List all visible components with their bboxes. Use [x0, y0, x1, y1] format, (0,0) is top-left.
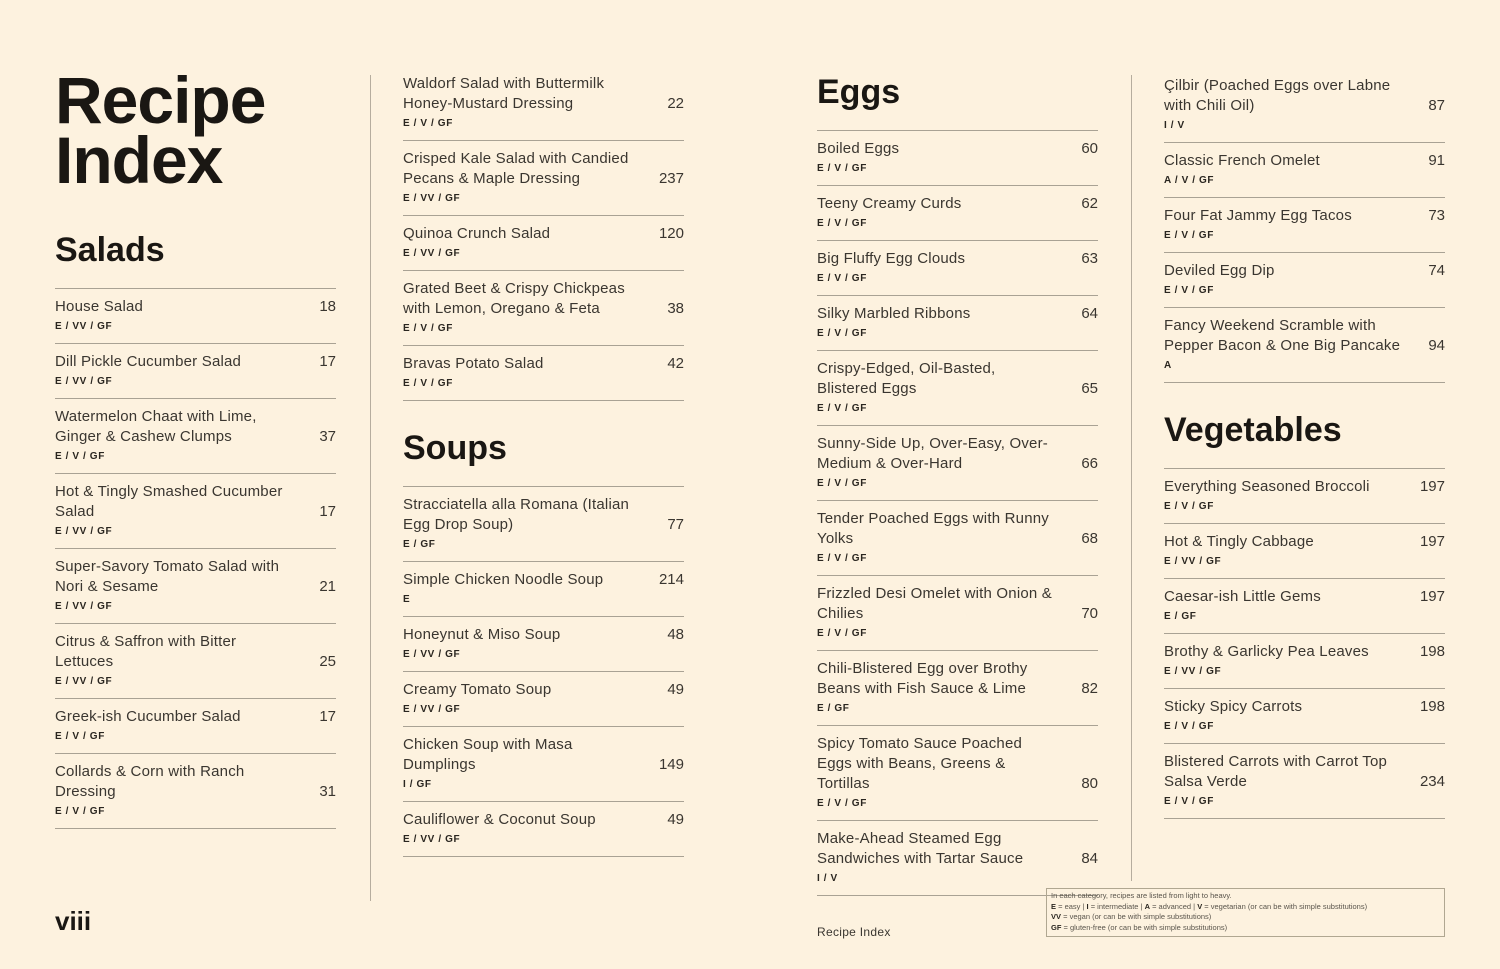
recipe-name: Creamy Tomato Soup — [403, 681, 552, 698]
recipe-name: Dill Pickle Cucumber Salad — [55, 353, 242, 370]
recipe-name: Collards & Corn with Ranch Dressing — [55, 763, 245, 800]
recipe-page-number: 234 — [1419, 773, 1445, 790]
recipe-name: Crisped Kale Salad with Candied Pecans & Maple Dressing — [403, 150, 629, 187]
recipe-entry — [403, 672, 684, 727]
legend-key: V — [1197, 901, 1203, 911]
recipe-tags: E / V / GF — [1164, 501, 1214, 512]
recipe-tags: E / VV / GF — [403, 649, 461, 660]
recipe-entry — [1164, 744, 1445, 819]
recipe-page-number: 197 — [1419, 478, 1445, 495]
salads-list — [55, 289, 336, 829]
recipe-page-number: 82 — [1081, 680, 1098, 697]
recipe-tags: E / VV / GF — [55, 526, 113, 537]
recipe-tags: A / V / GF — [1164, 175, 1215, 186]
recipe-tags: E — [403, 594, 411, 605]
recipe-page-number: 66 — [1081, 455, 1098, 472]
recipe-tags: E / GF — [403, 539, 436, 550]
recipe-entry — [55, 549, 336, 624]
recipe-name: Waldorf Salad with Buttermilk Honey-Mustard Dressing — [403, 75, 605, 112]
recipe-entry — [1164, 634, 1445, 689]
salads-column — [55, 230, 336, 829]
recipe-name: Deviled Egg Dip — [1164, 262, 1275, 279]
recipe-tags: E / V / GF — [1164, 285, 1214, 296]
recipe-entry — [817, 186, 1098, 241]
recipe-page-number: 62 — [1081, 195, 1098, 212]
recipe-name: Caesar-ish Little Gems — [1164, 588, 1321, 605]
recipe-tags: E / V / GF — [55, 451, 105, 462]
recipe-name: Boiled Eggs — [817, 140, 900, 157]
recipe-name: Chicken Soup with Masa Dumplings — [403, 736, 573, 773]
recipe-page-number: 49 — [667, 681, 684, 698]
recipe-name: Grated Beet & Crispy Chickpeas with Lemon, Oregano & Feta — [403, 280, 625, 317]
recipe-tags: E / V / GF — [55, 731, 105, 742]
recipe-page-number: 64 — [1081, 305, 1098, 322]
recipe-entry — [55, 344, 336, 399]
legend-vegan-line — [1051, 912, 1440, 923]
recipe-tags: I / V — [1164, 120, 1185, 131]
legend-desc: = advanced | — [1149, 901, 1198, 911]
recipe-name: Make-Ahead Steamed Egg Sandwiches with Tartar Sauce — [817, 830, 1024, 867]
recipe-name: Sunny-Side Up, Over-Easy, Over-Medium & Over-Hard — [817, 435, 1048, 472]
recipe-page-number: 73 — [1428, 207, 1445, 224]
recipe-entry — [55, 624, 336, 699]
recipe-entry — [55, 399, 336, 474]
recipe-page-number: 22 — [667, 95, 684, 112]
recipe-tags: I / V — [817, 873, 838, 884]
recipe-entry — [403, 66, 684, 141]
recipe-page-number: 17 — [319, 353, 336, 370]
recipe-page-number: 77 — [667, 516, 684, 533]
running-head: Recipe Index — [817, 925, 891, 939]
recipe-entry — [1164, 469, 1445, 524]
legend-desc: = easy | — [1056, 901, 1087, 911]
recipe-tags: E / V / GF — [1164, 721, 1214, 732]
recipe-page-number: 197 — [1419, 588, 1445, 605]
recipe-name: Big Fluffy Egg Clouds — [817, 250, 966, 267]
recipe-tags: E / V / GF — [1164, 796, 1214, 807]
recipe-page-number: 84 — [1081, 850, 1098, 867]
recipe-entry — [1164, 198, 1445, 253]
recipe-name: Hot & Tingly Smashed Cucumber Salad — [55, 483, 283, 520]
recipe-entry — [817, 351, 1098, 426]
column-divider-left — [370, 75, 371, 901]
legend-desc: = vegan (or can be with simple substitutions) — [1061, 912, 1212, 921]
recipe-page-number: 25 — [319, 653, 336, 670]
recipe-name: Frizzled Desi Omelet with Onion & Chilies — [817, 585, 1053, 622]
eggs-list-continued — [1164, 68, 1445, 383]
recipe-entry — [403, 271, 684, 346]
recipe-name: Citrus & Saffron with Bitter Lettuces — [55, 633, 237, 670]
recipe-tags: E / V / GF — [817, 163, 867, 174]
recipe-tags: E / VV / GF — [55, 676, 113, 687]
recipe-entry — [1164, 68, 1445, 143]
recipe-entry — [817, 501, 1098, 576]
recipe-name: Spicy Tomato Sauce Poached Eggs with Beans, Greens & Tortillas — [817, 735, 1023, 792]
recipe-page-number: 91 — [1428, 152, 1445, 169]
recipe-tags: E / GF — [817, 703, 850, 714]
recipe-page-number: 87 — [1428, 97, 1445, 114]
recipe-entry — [817, 426, 1098, 501]
recipe-entry — [55, 699, 336, 754]
column-divider-right — [1131, 75, 1132, 881]
recipe-name: Bravas Potato Salad — [403, 355, 544, 372]
recipe-entry — [403, 562, 684, 617]
legend-box — [1046, 888, 1445, 937]
recipe-tags: E / V / GF — [817, 273, 867, 284]
recipe-page-number: 17 — [319, 503, 336, 520]
recipe-tags: E / V / GF — [817, 553, 867, 564]
recipe-page-number: 48 — [667, 626, 684, 643]
recipe-entry — [403, 141, 684, 216]
recipe-page-number: 60 — [1081, 140, 1098, 157]
recipe-tags: E / VV / GF — [55, 601, 113, 612]
recipe-page-number: 18 — [319, 298, 336, 315]
recipe-name: Fancy Weekend Scramble with Pepper Bacon & One Big Pancake — [1164, 317, 1401, 354]
recipe-tags: A — [1164, 360, 1172, 371]
page-title-line2: Index — [55, 123, 223, 197]
recipe-tags: E / V / GF — [817, 798, 867, 809]
recipe-name: Four Fat Jammy Egg Tacos — [1164, 207, 1352, 224]
salads-list-continued — [403, 66, 684, 401]
recipe-entry — [403, 216, 684, 271]
recipe-entry — [817, 131, 1098, 186]
recipe-entry — [55, 289, 336, 344]
recipe-name: Sticky Spicy Carrots — [1164, 698, 1303, 715]
recipe-entry — [817, 821, 1098, 896]
recipe-tags: E / V / GF — [817, 478, 867, 489]
recipe-name: Silky Marbled Ribbons — [817, 305, 971, 322]
recipe-page-number: 149 — [658, 756, 684, 773]
recipe-entry — [1164, 308, 1445, 383]
recipe-page-number: 70 — [1081, 605, 1098, 622]
eggs-list — [817, 131, 1098, 896]
recipe-name: Blistered Carrots with Carrot Top Salsa Verde — [1164, 753, 1388, 790]
recipe-page-number: 21 — [319, 578, 336, 595]
legend-desc: = intermediate | — [1088, 901, 1145, 911]
recipe-entry — [1164, 143, 1445, 198]
recipe-name: Watermelon Chaat with Lime, Ginger & Cashew Clumps — [55, 408, 257, 445]
recipe-name: Simple Chicken Noodle Soup — [403, 571, 604, 588]
recipe-page-number: 80 — [1081, 775, 1098, 792]
legend-key: I — [1086, 901, 1089, 911]
recipe-page-number: 17 — [319, 708, 336, 725]
salads-soups-column — [403, 66, 684, 857]
recipe-tags: E / GF — [1164, 611, 1197, 622]
legend-difficulty-line — [1051, 902, 1440, 913]
page-title — [55, 63, 266, 197]
recipe-name: Super-Savory Tomato Salad with Nori & Sesame — [55, 558, 280, 595]
soups-list — [403, 487, 684, 857]
section-heading-soups: Soups — [403, 429, 507, 467]
recipe-name: Chili-Blistered Egg over Brothy Beans with Fish Sauce & Lime — [817, 660, 1028, 697]
recipe-name: Classic French Omelet — [1164, 152, 1320, 169]
recipe-entry — [1164, 253, 1445, 308]
recipe-page-number: 31 — [319, 783, 336, 800]
recipe-tags: E / V / GF — [403, 118, 453, 129]
recipe-page-number: 49 — [667, 811, 684, 828]
recipe-name: Greek-ish Cucumber Salad — [55, 708, 241, 725]
recipe-name: House Salad — [55, 298, 144, 315]
recipe-tags: E / V / GF — [817, 628, 867, 639]
recipe-entry — [403, 487, 684, 562]
recipe-name: Quinoa Crunch Salad — [403, 225, 551, 242]
eggs-vegetables-column — [1164, 68, 1445, 819]
recipe-tags: E / VV / GF — [1164, 556, 1222, 567]
recipe-name: Hot & Tingly Cabbage — [1164, 533, 1314, 550]
section-heading-vegetables: Vegetables — [1164, 411, 1342, 449]
recipe-page-number: 42 — [667, 355, 684, 372]
legend-key: E — [1051, 901, 1057, 911]
recipe-page-number: 237 — [658, 170, 684, 187]
recipe-name: Brothy & Garlicky Pea Leaves — [1164, 643, 1369, 660]
legend-key: GF — [1051, 922, 1062, 932]
recipe-entry — [403, 617, 684, 672]
recipe-entry — [817, 726, 1098, 821]
recipe-page-number: 63 — [1081, 250, 1098, 267]
legend-desc: = vegetarian (or can be with simple substitutions) — [1202, 901, 1368, 911]
recipe-entry — [403, 727, 684, 802]
recipe-name: Teeny Creamy Curds — [817, 195, 962, 212]
recipe-entry — [403, 346, 684, 401]
recipe-page-number: 214 — [658, 571, 684, 588]
recipe-page-number: 37 — [319, 428, 336, 445]
recipe-tags: E / V / GF — [403, 323, 453, 334]
section-heading-salads: Salads — [55, 231, 165, 269]
recipe-entry — [1164, 524, 1445, 579]
recipe-entry — [55, 754, 336, 829]
recipe-entry — [1164, 689, 1445, 744]
recipe-entry — [403, 802, 684, 857]
recipe-tags: E / V / GF — [817, 403, 867, 414]
recipe-name: Everything Seasoned Broccoli — [1164, 478, 1370, 495]
recipe-tags: E / V / GF — [55, 806, 105, 817]
recipe-page-number: 198 — [1419, 698, 1445, 715]
recipe-name: Crispy-Edged, Oil-Basted, Blistered Eggs — [817, 360, 996, 397]
legend-intro: In each category, recipes are listed from light to heavy. — [1051, 891, 1232, 900]
recipe-tags: E / VV / GF — [403, 834, 461, 845]
recipe-entry — [817, 296, 1098, 351]
recipe-tags: E / VV / GF — [55, 376, 113, 387]
recipe-tags: E / VV / GF — [55, 321, 113, 332]
recipe-tags: E / VV / GF — [403, 193, 461, 204]
recipe-tags: E / V / GF — [1164, 230, 1214, 241]
section-heading-eggs: Eggs — [817, 73, 901, 111]
recipe-tags: E / V / GF — [403, 378, 453, 389]
recipe-name: Honeynut & Miso Soup — [403, 626, 561, 643]
recipe-page-number: 94 — [1428, 337, 1445, 354]
legend-desc: = gluten-free (or can be with simple substitutions) — [1061, 922, 1228, 932]
recipe-name: Stracciatella alla Romana (Italian Egg Drop Soup) — [403, 496, 630, 533]
recipe-name: Çilbir (Poached Eggs over Labne with Chili Oil) — [1164, 77, 1391, 114]
legend-gf-line — [1051, 923, 1440, 934]
recipe-tags: I / GF — [403, 779, 432, 790]
vegetables-list — [1164, 469, 1445, 819]
recipe-page-number: 74 — [1428, 262, 1445, 279]
recipe-name: Cauliflower & Coconut Soup — [403, 811, 596, 828]
recipe-entry — [817, 576, 1098, 651]
recipe-entry — [817, 241, 1098, 296]
recipe-page-number: 198 — [1419, 643, 1445, 660]
recipe-tags: E / VV / GF — [403, 248, 461, 259]
recipe-page-number: 197 — [1419, 533, 1445, 550]
recipe-page-number: 68 — [1081, 530, 1098, 547]
recipe-tags: E / V / GF — [817, 328, 867, 339]
recipe-page-number: 65 — [1081, 380, 1098, 397]
recipe-tags: E / VV / GF — [1164, 666, 1222, 677]
recipe-tags: E / VV / GF — [403, 704, 461, 715]
recipe-entry — [1164, 579, 1445, 634]
eggs-column — [817, 72, 1098, 896]
recipe-tags: E / V / GF — [817, 218, 867, 229]
page-title-line1: Recipe — [55, 63, 266, 137]
recipe-page-number: 120 — [658, 225, 684, 242]
recipe-entry — [817, 651, 1098, 726]
recipe-page-number: 38 — [667, 300, 684, 317]
recipe-name: Tender Poached Eggs with Runny Yolks — [817, 510, 1049, 547]
recipe-entry — [55, 474, 336, 549]
page-number: viii — [55, 906, 92, 936]
legend-key: VV — [1051, 912, 1062, 921]
legend-key: A — [1144, 901, 1150, 911]
